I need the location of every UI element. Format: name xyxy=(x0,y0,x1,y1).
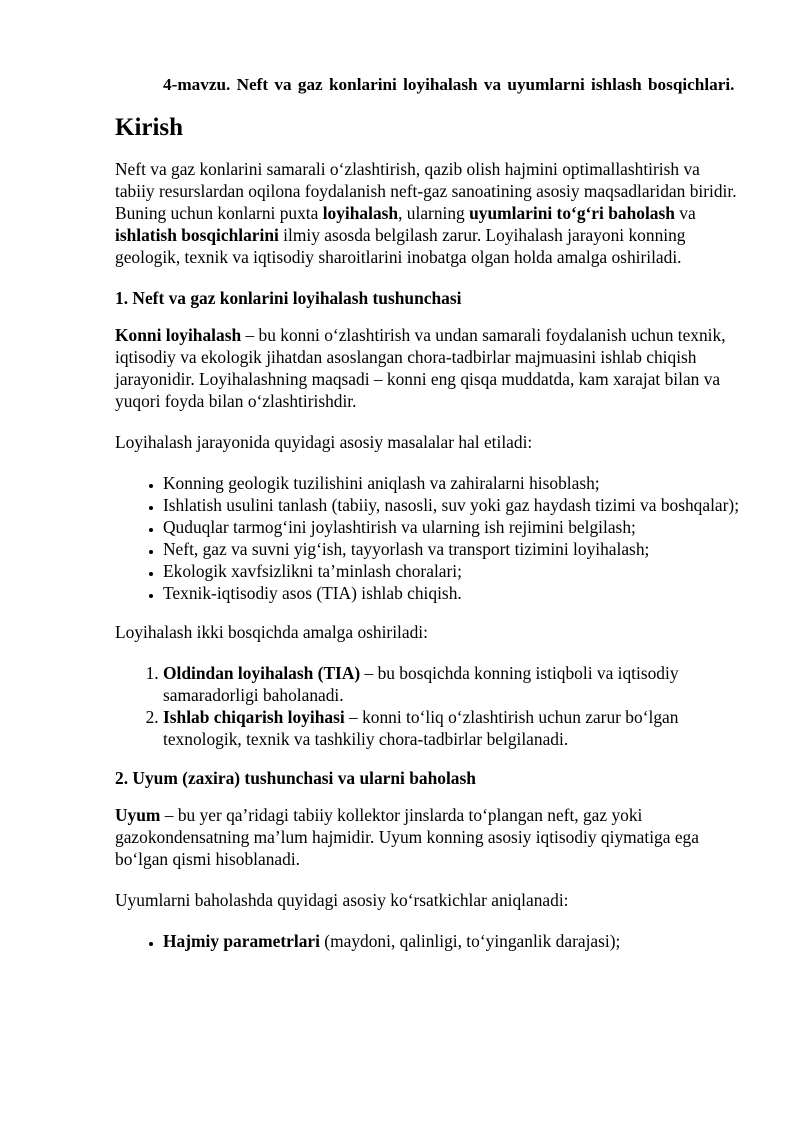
document-title: 4-mavzu. Neft va gaz konlarini loyihalash va uyumlarni ishlash bosqichlari. xyxy=(163,75,735,94)
intro-text-4: ilmiy asosda belgilash zarur. Loyihalash jarayoni konning geologik, texnik va iqtisodiy sharoitlarini inobatga olgan holda amalga oshiriladi. xyxy=(115,224,686,267)
param-term: Hajmiy parametrlari xyxy=(163,930,320,951)
intro-paragraph xyxy=(115,158,743,268)
list-item xyxy=(163,930,743,952)
section1-definition xyxy=(115,324,743,412)
intro-text-1: Neft va gaz konlarini samarali o‘zlashtirish, qazib olish hajmini optimallashtirish va tabiiy resurslardan oqilona foydalanish neft-gaz sanoatining asosiy maqsadlaridan biridir. Buning uchun konlarni puxta xyxy=(115,158,737,223)
section1-stages-list xyxy=(115,662,743,750)
list-item: • Ishlatish usulini tanlash (tabiiy, nasosli, suv yoki gaz haydash tizimi va boshqalar); xyxy=(163,494,743,516)
section1-tasks-intro: Loyihalash jarayonida quyidagi asosiy masalalar hal etiladi: xyxy=(115,431,533,452)
section2-definition xyxy=(115,804,743,870)
param-text: (maydoni, qalinligi, to‘yinganlik darajasi); xyxy=(319,930,621,951)
stage-text: – bu bosqichda konning istiqboli va iqtisodiy samaradorligi baholanadi. xyxy=(163,662,679,705)
section2-params-intro: Uyumlarni baholashda quyidagi asosiy ko‘rsatkichlar aniqlanadi: xyxy=(115,889,569,910)
section1-heading: 1. Neft va gaz konlarini loyihalash tushunchasi xyxy=(115,287,462,308)
document-page xyxy=(115,74,743,969)
list-item: • Ekologik xavfsizlikni ta’minlash choralari; xyxy=(163,560,743,582)
stage-term: Oldindan loyihalash (TIA) xyxy=(163,662,361,683)
list-item: • Texnik-iqtisodiy asos (TIA) ishlab chiqish. xyxy=(163,582,743,604)
section1-def-text: – bu konni o‘zlashtirish va undan samarali foydalanish uchun texnik, iqtisodiy va ekologik jihatdan asoslangan chora-tadbirlar majmuasini ishlab chiqish jarayonidir. Loyihalashning maqsadi – konni eng qisqa muddatda, kam xarajat bilan va yuqori foyda bilan o‘zlashtirishdir. xyxy=(115,324,726,411)
intro-bold-3: ishlatish bosqichlarini xyxy=(115,224,279,245)
list-item: • Neft, gaz va suvni yig‘ish, tayyorlash va transport tizimini loyihalash; xyxy=(163,538,743,560)
list-item xyxy=(163,706,743,750)
section2-params-list xyxy=(115,930,743,952)
section2-heading: 2. Uyum (zaxira) tushunchasi va ularni baholash xyxy=(115,767,476,788)
stage-text: – konni to‘liq o‘zlashtirish uchun zarur bo‘lgan texnologik, texnik va tashkiliy chora-tadbirlar belgilanadi. xyxy=(163,706,679,749)
intro-bold-2: uyumlarini to‘g‘ri baholash xyxy=(469,202,675,223)
intro-text-2: , ularning xyxy=(398,202,470,223)
list-item xyxy=(163,662,743,706)
section1-tasks-list xyxy=(115,472,743,604)
list-item: • Konning geologik tuzilishini aniqlash va zahiralarni hisoblash; xyxy=(163,472,743,494)
intro-text-3: va xyxy=(674,202,696,223)
section1-stages-intro: Loyihalash ikki bosqichda amalga oshiriladi: xyxy=(115,621,428,642)
section2-def-term: Uyum xyxy=(115,804,161,825)
section2-def-text: – bu yer qa’ridagi tabiiy kollektor jinslarda to‘plangan neft, gaz yoki gazokondensatning ma’lum hajmidir. Uyum konning asosiy iqtisodiy qiymatiga ega bo‘lgan qismi hisoblanadi. xyxy=(115,804,699,869)
section1-def-term: Konni loyihalash xyxy=(115,324,242,345)
intro-bold-1: loyihalash xyxy=(322,202,399,223)
intro-heading: Kirish xyxy=(115,113,184,141)
list-item: • Quduqlar tarmog‘ini joylashtirish va ularning ish rejimini belgilash; xyxy=(163,516,743,538)
stage-term: Ishlab chiqarish loyihasi xyxy=(163,706,345,727)
